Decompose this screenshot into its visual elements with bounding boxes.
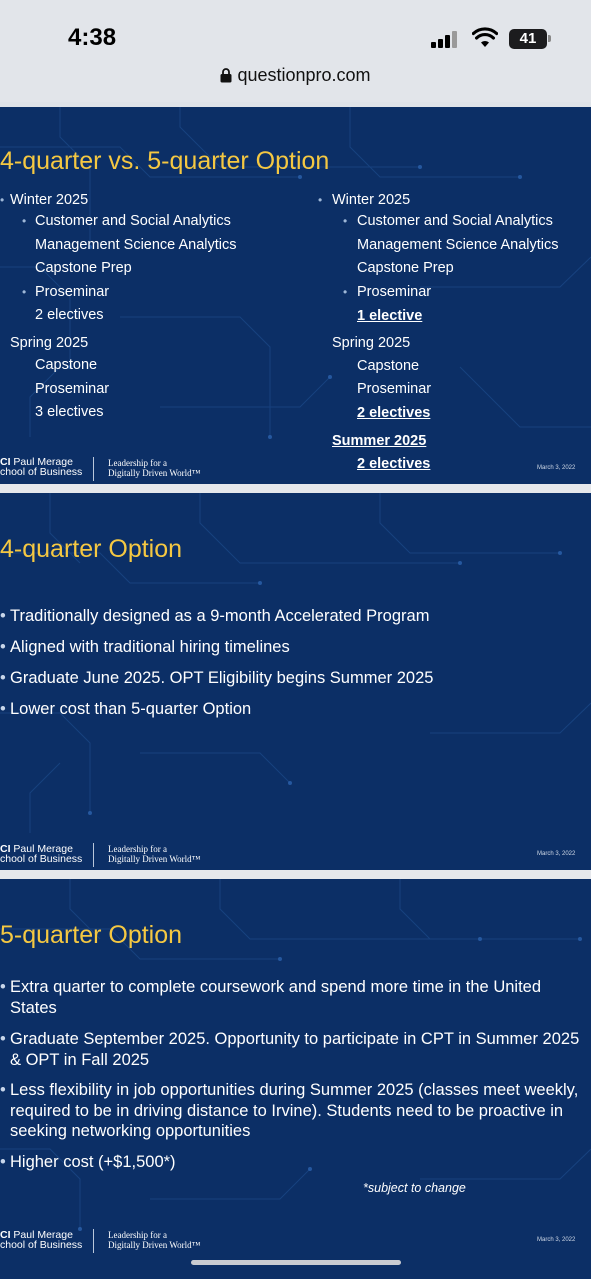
tagline-line1: Leadership for a xyxy=(108,458,167,468)
bottom-bar xyxy=(0,1264,591,1279)
school-logo xyxy=(0,844,82,864)
right-winter-item: Capstone Prep xyxy=(357,260,454,276)
logo-text: Paul Merage xyxy=(10,456,73,468)
tagline-line2: Digitally Driven World™ xyxy=(108,1240,201,1250)
logo-text: Paul Merage xyxy=(10,1229,73,1241)
tagline-line2: Digitally Driven World™ xyxy=(108,468,201,478)
right-summer-item-highlight: 2 electives xyxy=(357,456,431,472)
school-logo xyxy=(0,457,82,477)
school-logo xyxy=(0,1230,82,1250)
left-spring-item: 3 electives xyxy=(35,404,104,420)
bullet-item: • Higher cost (+$1,500*) xyxy=(0,1153,176,1171)
footnote: *subject to change xyxy=(363,1181,466,1195)
right-spring-item: Proseminar xyxy=(357,381,432,397)
left-winter-item: 2 electives xyxy=(35,307,104,323)
bullet-text: Lower cost than 5-quarter Option xyxy=(10,700,252,718)
left-spring-item: Proseminar xyxy=(35,381,110,397)
bullet-item: • Lower cost than 5-quarter Option xyxy=(0,700,252,718)
bullet-dot: • xyxy=(343,214,348,228)
right-spring-term: Spring 2025 xyxy=(332,335,411,351)
left-spring-term: Spring 2025 xyxy=(10,335,89,351)
slide-title: 4-quarter vs. 5-quarter Option xyxy=(0,147,330,175)
logo-subtext: chool of Business xyxy=(0,466,83,478)
tagline-line1: Leadership for a xyxy=(108,844,167,854)
slide-date: March 3, 2022 xyxy=(537,1237,576,1243)
cellular-signal-icon xyxy=(431,30,463,48)
slide-title: 5-quarter Option xyxy=(0,921,183,949)
right-spring-item-highlight: 2 electives xyxy=(357,405,431,421)
bullet-item: • Graduate September 2025. Opportunity to participate in CPT in Summer 2025 & OPT in Fall 2025 xyxy=(0,1030,580,1069)
footer-separator xyxy=(93,1229,94,1253)
logo-text: Paul Merage xyxy=(10,843,73,855)
address-bar[interactable] xyxy=(0,65,591,86)
left-winter-item: Management Science Analytics xyxy=(35,237,237,253)
slide-divider xyxy=(0,870,591,879)
battery-icon: 41 xyxy=(509,29,547,49)
bullet-dot: • xyxy=(318,193,323,207)
tagline-line2: Digitally Driven World™ xyxy=(108,854,201,864)
left-winter-item: Customer and Social Analytics xyxy=(35,213,231,229)
tagline xyxy=(108,458,200,478)
tagline xyxy=(108,844,200,864)
lock-icon xyxy=(220,68,232,83)
bullet-text: Extra quarter to complete coursework and spend more time in the United States xyxy=(10,978,542,1017)
bullet-item: • Extra quarter to complete coursework and spend more time in the United States xyxy=(0,978,542,1017)
slide-title: 4-quarter Option xyxy=(0,535,183,563)
wifi-icon xyxy=(472,27,498,49)
logo-bold: CI xyxy=(0,1229,11,1241)
left-winter-term: Winter 2025 xyxy=(10,192,89,208)
left-winter-item: Proseminar xyxy=(35,284,110,300)
url-text: questionpro.com xyxy=(237,65,371,85)
right-winter-item: Proseminar xyxy=(357,284,432,300)
tagline-line1: Leadership for a xyxy=(108,1230,167,1240)
logo-bold: CI xyxy=(0,843,11,855)
right-winter-item: Management Science Analytics xyxy=(357,237,559,253)
tagline xyxy=(108,1230,200,1250)
bullet-text: Traditionally designed as a 9-month Accelerated Program xyxy=(10,607,430,625)
logo-bold: CI xyxy=(0,456,11,468)
right-spring-item: Capstone xyxy=(357,358,420,374)
home-indicator[interactable] xyxy=(191,1260,401,1265)
bullet-item: • Less flexibility in job opportunities during Summer 2025 (classes meet weekly, required to be in driving distance to Irvine). Students need to be proactive in seeking networking opportunities xyxy=(0,1081,579,1140)
right-winter-item-highlight: 1 elective xyxy=(357,308,423,324)
battery-tip xyxy=(548,35,551,42)
left-winter-item: Capstone Prep xyxy=(35,260,132,276)
bullet-dot: • xyxy=(0,193,5,207)
right-winter-term: Winter 2025 xyxy=(332,192,411,208)
bullet-dot: • xyxy=(22,214,27,228)
bullet-item: • Graduate June 2025. OPT Eligibility begins Summer 2025 xyxy=(0,669,434,687)
logo-subtext: chool of Business xyxy=(0,1239,83,1251)
slide-5-quarter xyxy=(0,879,591,1264)
right-winter-item: Customer and Social Analytics xyxy=(357,213,553,229)
bullet-dot: • xyxy=(343,285,348,299)
status-bar xyxy=(0,0,591,102)
right-summer-term: Summer 2025 xyxy=(332,433,427,449)
bullet-text: Higher cost (+$1,500*) xyxy=(10,1153,176,1171)
footer-separator xyxy=(93,457,94,481)
bullet-text: Graduate June 2025. OPT Eligibility begins Summer 2025 xyxy=(10,669,434,687)
logo-subtext: chool of Business xyxy=(0,853,83,865)
bullet-text: Aligned with traditional hiring timelines xyxy=(10,638,290,656)
bullet-item: • Aligned with traditional hiring timelines xyxy=(0,638,290,656)
left-spring-item: Capstone xyxy=(35,357,98,373)
slide-date: March 3, 2022 xyxy=(537,465,576,471)
bullet-text: Less flexibility in job opportunities during Summer 2025 (classes meet weekly, required to be in driving distance to Irvine). Students need to be proactive in seeking networking opportunities xyxy=(10,1081,579,1140)
bullet-item: • Traditionally designed as a 9-month Accelerated Program xyxy=(0,607,430,625)
slide-4-quarter xyxy=(0,493,591,870)
slide-date: March 3, 2022 xyxy=(537,851,576,857)
bullet-dot: • xyxy=(22,285,27,299)
footer-separator xyxy=(93,843,94,867)
slide-comparison xyxy=(0,107,591,484)
slide-divider xyxy=(0,484,591,493)
bullet-text: Graduate September 2025. Opportunity to participate in CPT in Summer 2025 & OPT in Fall 2025 xyxy=(10,1030,580,1069)
clock: 4:38 xyxy=(68,24,117,51)
